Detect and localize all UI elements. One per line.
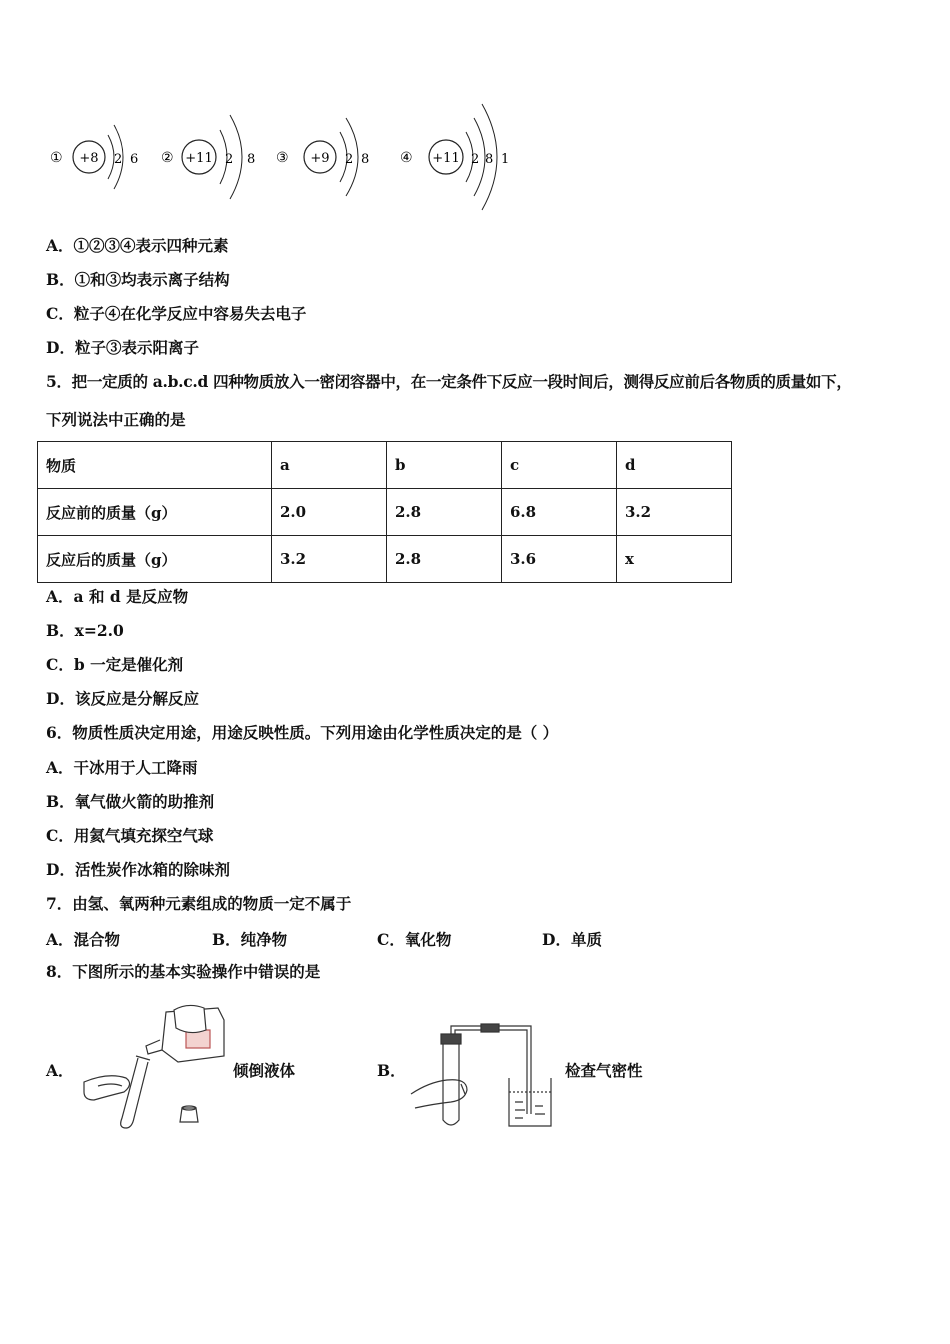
nucleus-charge: +11 (432, 151, 460, 166)
q7-stem: 7．由氢、氧两种元素组成的物质一定不属于 (46, 894, 352, 913)
electron-shell-1: 2 (471, 152, 480, 167)
table-cell: 反应前的质量（g） (38, 489, 272, 536)
electron-shell-3: 1 (501, 152, 510, 167)
atom-diagram-1 (50, 125, 138, 189)
electron-shell-2: 8 (361, 152, 370, 167)
q6-stem: 6．物质性质决定用途，用途反映性质。下列用途由化学性质决定的是（ ） (46, 723, 559, 742)
electron-shell-2: 6 (130, 152, 139, 167)
table-cell: 3.2 (617, 489, 732, 536)
table-row (38, 536, 732, 583)
mass-table (37, 441, 732, 583)
table-header-row (38, 442, 732, 489)
table-cell: d (617, 442, 732, 489)
table-cell: 6.8 (502, 489, 617, 536)
q5-option-d: D．该反应是分解反应 (46, 689, 199, 708)
q5-stem-line2: 下列说法中正确的是 (46, 410, 186, 429)
table-cell: 2.8 (387, 489, 502, 536)
q8-figure-a-caption: 倾倒液体 (233, 1061, 296, 1080)
q7-option-c: C．氧化物 (377, 930, 452, 949)
table-cell: 3.6 (502, 536, 617, 583)
q7-option-d: D．单质 (542, 930, 602, 949)
q5-stem-line1: 5．把一定质的 a.b.c.d 四种物质放入一密闭容器中，在一定条件下反应一段时间后，测得反应前后各物质的质量如下， (46, 372, 852, 391)
table-cell: x (617, 536, 732, 583)
atom-structure-diagrams (44, 100, 524, 215)
atom-index: ② (161, 150, 174, 166)
q8-stem: 8．下图所示的基本实验操作中错误的是 (46, 962, 321, 981)
atom-diagram-4 (400, 104, 509, 210)
table-cell: 2.0 (272, 489, 387, 536)
q5-option-b: B．x=2.0 (46, 621, 124, 640)
nucleus-charge: +8 (79, 151, 99, 166)
electron-shell-1: 2 (225, 152, 234, 167)
pouring-liquid-illustration (78, 1000, 228, 1135)
airtightness-check-illustration (405, 1018, 560, 1133)
q6-option-a: A．干冰用于人工降雨 (46, 758, 198, 777)
table-cell: 2.8 (387, 536, 502, 583)
electron-shell-1: 2 (114, 152, 123, 167)
q7-option-a: A．混合物 (46, 930, 121, 949)
atom-index: ③ (276, 150, 289, 166)
nucleus-charge: +9 (310, 151, 330, 166)
atom-index: ④ (400, 150, 413, 166)
table-cell: c (502, 442, 617, 489)
table-cell: b (387, 442, 502, 489)
table-row (38, 489, 732, 536)
electron-shell-2: 8 (247, 152, 256, 167)
q7-option-b: B．纯净物 (212, 930, 288, 949)
q4-option-b: B．①和③均表示离子结构 (46, 270, 230, 289)
atom-index: ① (50, 150, 63, 166)
electron-shell-2: 8 (485, 152, 494, 167)
table-cell: 反应后的质量（g） (38, 536, 272, 583)
atom-diagram-3 (276, 118, 369, 196)
table-cell: 物质 (38, 442, 272, 489)
electron-shell-1: 2 (345, 152, 354, 167)
nucleus-charge: +11 (185, 151, 213, 166)
table-cell: 3.2 (272, 536, 387, 583)
q5-option-c: C．b 一定是催化剂 (46, 655, 184, 674)
q5-option-a: A．a 和 d 是反应物 (46, 587, 189, 606)
q8-figure-b-letter: B． (377, 1061, 406, 1080)
table-cell: a (272, 442, 387, 489)
q4-option-d: D．粒子③表示阳离子 (46, 338, 199, 357)
q6-option-b: B．氧气做火箭的助推剂 (46, 792, 215, 811)
atom-diagram-2 (161, 115, 255, 199)
q8-figure-a-letter: A． (46, 1061, 74, 1080)
q6-option-d: D．活性炭作冰箱的除味剂 (46, 860, 230, 879)
q8-figure-b-caption: 检查气密性 (565, 1061, 643, 1080)
q4-option-c: C．粒子④在化学反应中容易失去电子 (46, 304, 307, 323)
q6-option-c: C．用氦气填充探空气球 (46, 826, 214, 845)
q4-option-a: A．①②③④表示四种元素 (46, 236, 229, 255)
